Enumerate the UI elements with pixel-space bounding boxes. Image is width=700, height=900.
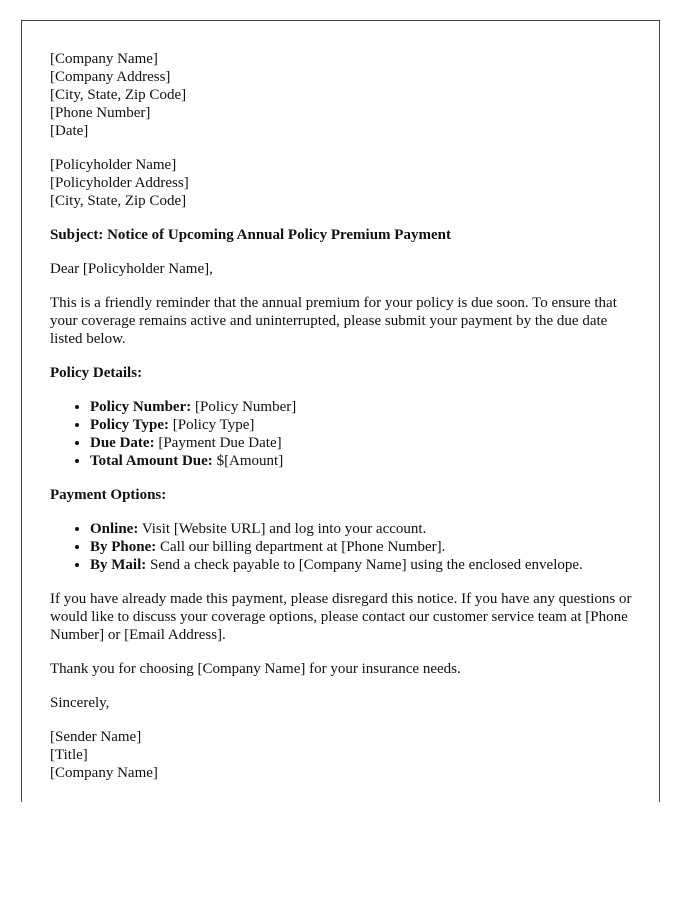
- list-item: [90, 452, 640, 470]
- item-value: Send a check payable to [Company Name] using the enclosed envelope.: [146, 557, 583, 573]
- recipient-block: [50, 156, 640, 210]
- list-item: [90, 434, 640, 452]
- list-item: [90, 538, 640, 556]
- sender-company-address: [Company Address]: [50, 69, 171, 85]
- payment-options-heading: Payment Options:: [50, 487, 167, 503]
- item-value: Visit [Website URL] and log into your account.: [138, 521, 427, 537]
- list-item: [90, 416, 640, 434]
- signature-company: [Company Name]: [50, 765, 158, 781]
- item-value: $[Amount]: [212, 453, 284, 469]
- signature-name: [Sender Name]: [50, 729, 142, 745]
- closing: Sincerely,: [50, 695, 110, 711]
- item-label: Total Amount Due:: [90, 453, 213, 469]
- salutation: Dear [Policyholder Name],: [50, 261, 213, 277]
- policy-details-heading: Policy Details:: [50, 365, 143, 381]
- sender-phone: [Phone Number]: [50, 105, 151, 121]
- list-item: [90, 520, 640, 538]
- item-label: Policy Number:: [90, 399, 192, 415]
- recipient-city-state-zip: [City, State, Zip Code]: [50, 193, 187, 209]
- sender-city-state-zip: [City, State, Zip Code]: [50, 87, 187, 103]
- item-value: [Policy Number]: [191, 399, 297, 415]
- item-value: [Policy Type]: [169, 417, 255, 433]
- signature-title: [Title]: [50, 747, 88, 763]
- payment-options-list: [50, 520, 640, 574]
- recipient-name: [Policyholder Name]: [50, 157, 177, 173]
- signature-block: [50, 728, 640, 782]
- policy-details-list: [50, 398, 640, 470]
- disregard-paragraph: If you have already made this payment, please disregard this notice. If you have any questions or would like to discuss your coverage options, please contact our customer service team at [Phone Number] or [Email Address].: [50, 591, 632, 643]
- sender-company-name: [Company Name]: [50, 51, 158, 67]
- item-label: Due Date:: [90, 435, 155, 451]
- letter-body: [50, 50, 640, 782]
- item-label: Policy Type:: [90, 417, 170, 433]
- sender-block: [50, 50, 640, 140]
- list-item: [90, 556, 640, 574]
- subject-line: Subject: Notice of Upcoming Annual Policy Premium Payment: [50, 227, 451, 243]
- recipient-address: [Policyholder Address]: [50, 175, 189, 191]
- letter-date: [Date]: [50, 123, 89, 139]
- list-item: [90, 398, 640, 416]
- item-value: [Payment Due Date]: [154, 435, 282, 451]
- item-label: By Phone:: [90, 539, 157, 555]
- letter-page: [21, 20, 660, 802]
- thanks-paragraph: Thank you for choosing [Company Name] for your insurance needs.: [50, 661, 461, 677]
- item-label: Online:: [90, 521, 139, 537]
- item-label: By Mail:: [90, 557, 147, 573]
- intro-paragraph: This is a friendly reminder that the annual premium for your policy is due soon. To ensure that your coverage remains active and uninterrupted, please submit your payment by the due date listed below.: [50, 295, 617, 347]
- item-value: Call our billing department at [Phone Number].: [156, 539, 446, 555]
